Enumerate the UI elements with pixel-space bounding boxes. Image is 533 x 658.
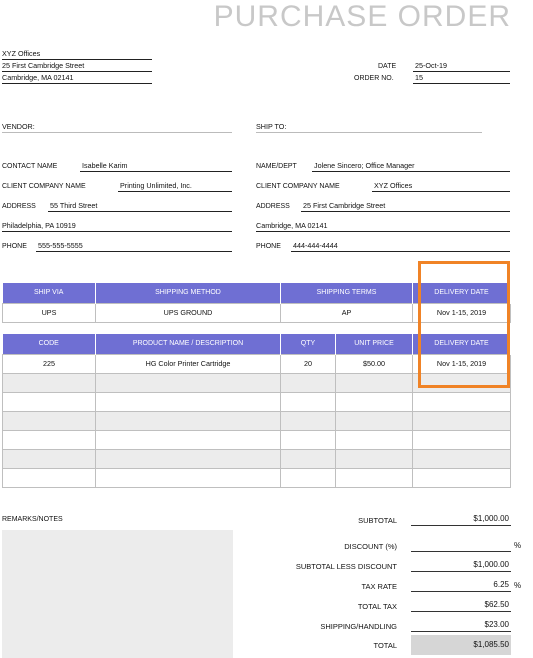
page-title: PURCHASE ORDER <box>213 0 511 33</box>
vendor-phone-label: PHONE <box>2 243 27 250</box>
date-label: DATE <box>378 63 397 70</box>
date-value: 25-Oct-19 <box>413 61 510 72</box>
vendor-contact-value: Isabelle Karim <box>80 161 232 172</box>
remarks-box <box>2 530 233 658</box>
delivery-date-highlight <box>418 261 510 388</box>
item-code: 225 <box>3 354 96 373</box>
empty-cell <box>96 411 281 430</box>
company-city: Cambridge, MA 02141 <box>2 73 152 84</box>
total-tax-value: $62.50 <box>411 599 511 612</box>
table-row <box>3 449 511 468</box>
vendor-address-value: 55 Third Street <box>48 201 232 212</box>
item-product: HG Color Printer Cartridge <box>96 354 281 373</box>
empty-cell <box>281 411 336 430</box>
ship-company-label: CLIENT COMPANY NAME <box>256 183 340 190</box>
empty-cell <box>3 468 96 487</box>
ship-name-value: Jolene Sincero; Office Manager <box>312 161 510 172</box>
tax-rate-unit: % <box>514 581 522 590</box>
shipping-header-terms: SHIPPING TERMS <box>281 283 413 303</box>
empty-cell <box>96 449 281 468</box>
discount-unit: % <box>514 541 522 550</box>
item-delivery-date: Nov 1-15, 2019 <box>413 354 511 373</box>
ship-phone-value: 444-444-4444 <box>291 241 510 252</box>
empty-cell <box>413 392 511 411</box>
items-header-qty: QTY <box>281 334 336 354</box>
empty-cell <box>413 430 511 449</box>
empty-cell <box>281 430 336 449</box>
vendor-city-value: Philadelphia, PA 10919 <box>2 221 232 232</box>
remarks-label: REMARKS/NOTES <box>2 516 63 523</box>
total-tax-label: TOTAL TAX <box>357 602 397 611</box>
vendor-address-label: ADDRESS <box>2 203 36 210</box>
empty-cell <box>336 411 413 430</box>
discount-label: DISCOUNT (%) <box>344 542 397 551</box>
shipping-ship-via: UPS <box>3 303 96 322</box>
vendor-heading: VENDOR: <box>2 122 232 133</box>
items-header-code: CODE <box>3 334 96 354</box>
shipping-handling-label: SHIPPING/HANDLING <box>320 622 397 631</box>
vendor-phone-value: 555-555-5555 <box>36 241 232 252</box>
empty-cell <box>96 392 281 411</box>
table-row <box>3 430 511 449</box>
empty-cell <box>336 392 413 411</box>
empty-cell <box>413 468 511 487</box>
vendor-company-value: Printing Unlimited, Inc. <box>118 181 232 192</box>
less-discount-value: $1,000.00 <box>411 559 511 572</box>
items-header-unit-price: UNIT PRICE <box>336 334 413 354</box>
less-discount-label: SUBTOTAL LESS DISCOUNT <box>295 562 397 571</box>
empty-cell <box>413 449 511 468</box>
empty-cell <box>3 373 96 392</box>
items-header-delivery-date: DELIVERY DATE <box>413 334 511 354</box>
vendor-contact-label: CONTACT NAME <box>2 163 58 170</box>
empty-cell <box>336 449 413 468</box>
total-value: $1,085.50 <box>411 635 511 655</box>
ship-name-label: NAME/DEPT <box>256 163 297 170</box>
empty-cell <box>413 411 511 430</box>
empty-cell <box>281 392 336 411</box>
order-no-value: 15 <box>413 73 510 84</box>
table-row <box>3 468 511 487</box>
order-no-label: ORDER NO. <box>354 75 394 82</box>
shipping-delivery-date: Nov 1-15, 2019 <box>413 303 511 322</box>
ship-company-value: XYZ Offices <box>372 181 510 192</box>
empty-cell <box>336 468 413 487</box>
items-header-product: PRODUCT NAME / DESCRIPTION <box>96 334 281 354</box>
empty-cell <box>3 392 96 411</box>
ship-address-label: ADDRESS <box>256 203 290 210</box>
company-street: 25 First Cambridge Street <box>2 61 152 72</box>
ship-phone-label: PHONE <box>256 243 281 250</box>
discount-value <box>411 539 511 552</box>
company-name: XYZ Offices <box>2 49 152 60</box>
shipping-terms: AP <box>281 303 413 322</box>
tax-rate-value: 6.25 <box>411 579 511 592</box>
ship-to-heading: SHIP TO: <box>256 122 482 133</box>
item-qty: 20 <box>281 354 336 373</box>
company-block <box>2 49 152 84</box>
table-row <box>3 392 511 411</box>
empty-cell <box>336 430 413 449</box>
shipping-header-method: SHIPPING METHOD <box>96 283 281 303</box>
empty-cell <box>3 449 96 468</box>
tax-rate-label: TAX RATE <box>361 582 397 591</box>
item-unit-price: $50.00 <box>336 354 413 373</box>
empty-cell <box>96 373 281 392</box>
empty-cell <box>281 468 336 487</box>
subtotal-value: $1,000.00 <box>411 513 511 526</box>
shipping-header-delivery-date: DELIVERY DATE <box>413 283 511 303</box>
empty-cell <box>3 411 96 430</box>
shipping-handling-value: $23.00 <box>411 619 511 632</box>
shipping-header-ship-via: SHIP VIA <box>3 283 96 303</box>
total-label: TOTAL <box>373 641 397 650</box>
empty-cell <box>281 449 336 468</box>
table-row <box>3 411 511 430</box>
empty-cell <box>336 373 413 392</box>
shipping-method: UPS GROUND <box>96 303 281 322</box>
vendor-company-label: CLIENT COMPANY NAME <box>2 183 86 190</box>
empty-cell <box>96 430 281 449</box>
ship-address-value: 25 First Cambridge Street <box>301 201 510 212</box>
ship-city-value: Cambridge, MA 02141 <box>256 221 510 232</box>
empty-cell <box>96 468 281 487</box>
subtotal-label: SUBTOTAL <box>358 516 397 525</box>
empty-cell <box>281 373 336 392</box>
empty-cell <box>3 430 96 449</box>
